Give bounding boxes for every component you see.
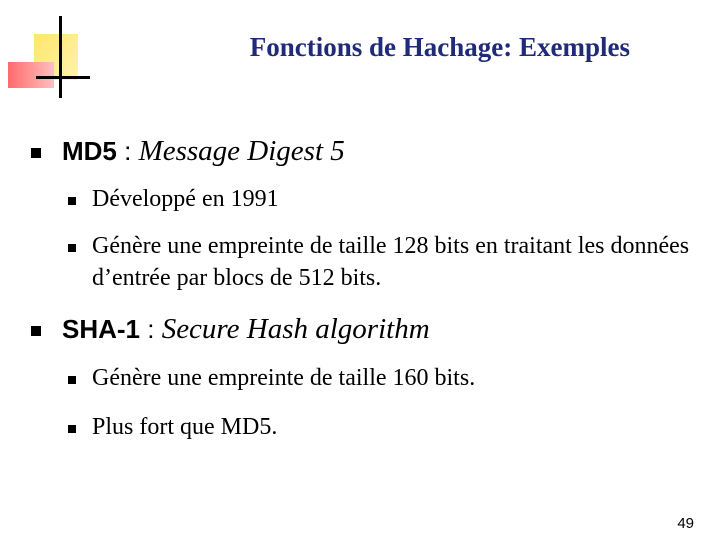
square-bullet-icon [68, 425, 76, 433]
square-bullet-icon [68, 197, 76, 205]
section-name-bold: SHA-1 [62, 314, 141, 344]
square-bullet-icon [31, 148, 41, 158]
slide-title: Fonctions de Hachage: Exemples [249, 32, 630, 62]
section-separator: : [116, 136, 139, 166]
square-bullet-icon [68, 376, 76, 384]
page-number: 49 [677, 515, 694, 532]
logo-horizontal-line [36, 76, 90, 79]
section-name-italic: Message Digest 5 [138, 135, 345, 167]
section-separator: : [140, 314, 162, 344]
sub-bullet-text: Génère une empreinte de taille 160 bits. [92, 365, 476, 391]
section-name-bold: MD5 [62, 136, 117, 166]
section-name-italic: Secure Hash algorithm [161, 313, 430, 345]
square-bullet-icon [31, 326, 41, 336]
sub-bullet-text: Plus fort que MD5. [92, 414, 278, 440]
logo-red-bar [8, 62, 54, 88]
sub-bullet-text: Développé en 1991 [92, 186, 279, 212]
sub-bullet-text: Génère une empreinte de taille 128 bits en traitant les données d’entrée par blocs de 512 bits. [92, 233, 690, 291]
square-bullet-icon [68, 244, 76, 252]
